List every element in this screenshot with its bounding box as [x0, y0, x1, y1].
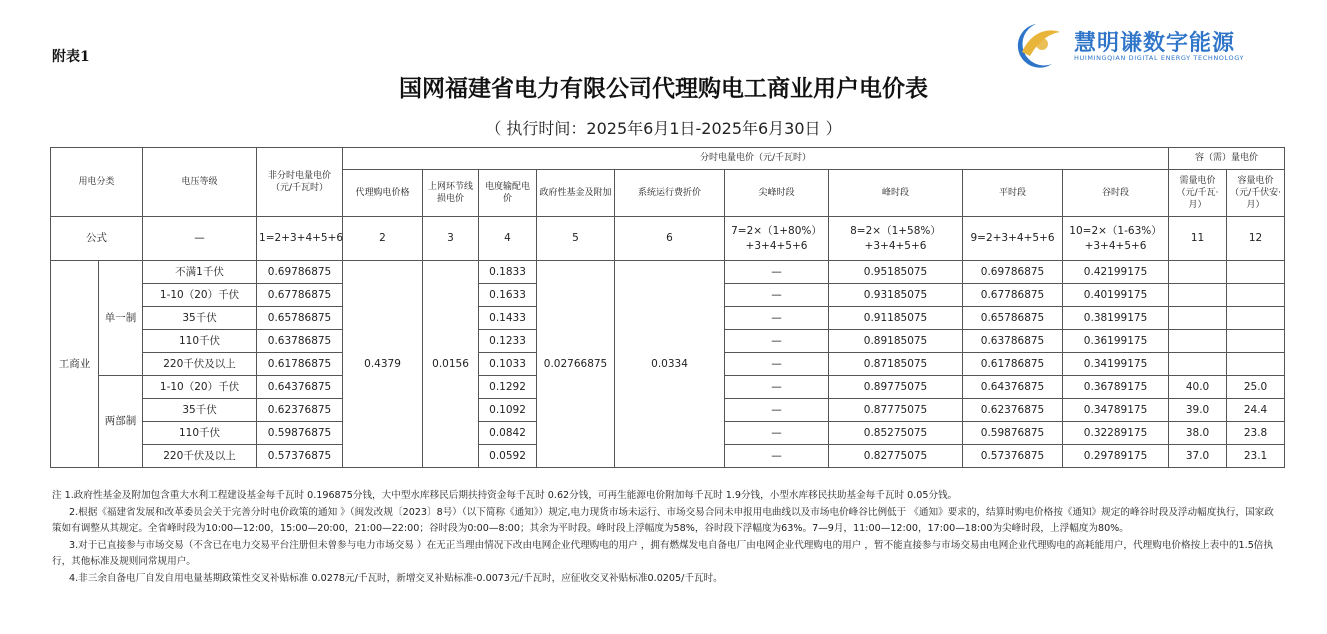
note-4: 4.非三余自备电厂自发自用电量基期政策性交叉补贴标准 0.0278元/千瓦时，新增交叉补贴标准-0.0073元/千瓦时，应征收交叉补贴标准0.0205/千瓦时。	[69, 572, 723, 584]
sharp-peak-cell: —	[725, 284, 829, 307]
header-row-1	[51, 148, 1285, 170]
voltage-cell: 35千伏	[143, 307, 257, 330]
capacity-cell	[1227, 284, 1285, 307]
demand-cell	[1169, 284, 1227, 307]
annex-label: 附表1	[52, 49, 90, 65]
capacity-cell: 23.8	[1227, 422, 1285, 445]
valley-cell: 0.36789175	[1063, 376, 1169, 399]
header-non-tou: 非分时电量电价（元/千瓦时）	[257, 148, 343, 217]
formula-label: 公式	[51, 217, 143, 261]
valley-cell: 0.36199175	[1063, 330, 1169, 353]
logo-name: 慧明谦数字能源	[1074, 31, 1236, 56]
demand-cell: 39.0	[1169, 399, 1227, 422]
valley-cell: 0.32289175	[1063, 422, 1169, 445]
transmission-cell: 0.0842	[479, 422, 537, 445]
two-part-cell: 两部制	[99, 376, 143, 468]
capacity-cell	[1227, 330, 1285, 353]
sharp-peak-cell: —	[725, 376, 829, 399]
peak-cell: 0.87775075	[829, 399, 963, 422]
valley-cell: 0.34789175	[1063, 399, 1169, 422]
header-peak: 峰时段	[829, 170, 963, 217]
non-tou-cell: 0.65786875	[257, 307, 343, 330]
header-capacity-price: 容量电价（元/千伏安·月）	[1227, 170, 1285, 217]
non-tou-cell: 0.57376875	[257, 445, 343, 468]
flat-cell: 0.61786875	[963, 353, 1063, 376]
non-tou-cell: 0.59876875	[257, 422, 343, 445]
page-title: 国网福建省电力有限公司代理购电工商业用户电价表	[399, 75, 928, 102]
formula-valley: 10=2×（1-63%）+3+4+5+6	[1063, 217, 1169, 261]
voltage-cell: 220千伏及以上	[143, 353, 257, 376]
formula-line-loss: 3	[423, 217, 479, 261]
formula-flat: 9=2+3+4+5+6	[963, 217, 1063, 261]
peak-cell: 0.85275075	[829, 422, 963, 445]
peak-cell: 0.89185075	[829, 330, 963, 353]
flat-cell: 0.59876875	[963, 422, 1063, 445]
non-tou-cell: 0.64376875	[257, 376, 343, 399]
header-capacity-group: 容（需）量电价	[1169, 148, 1285, 170]
flat-cell: 0.62376875	[963, 399, 1063, 422]
logo-mark-icon	[1002, 20, 1068, 72]
peak-cell: 0.95185075	[829, 261, 963, 284]
flat-cell: 0.64376875	[963, 376, 1063, 399]
agent-price-cell: 0.4379	[343, 261, 423, 468]
flat-cell: 0.57376875	[963, 445, 1063, 468]
voltage-cell: 1-10（20）千伏	[143, 376, 257, 399]
sharp-peak-cell: —	[725, 353, 829, 376]
formula-agent-price: 2	[343, 217, 423, 261]
capacity-cell: 25.0	[1227, 376, 1285, 399]
header-line-loss: 上网环节线损电价	[423, 170, 479, 217]
valley-cell: 0.40199175	[1063, 284, 1169, 307]
header-system-fee: 系统运行费折价	[615, 170, 725, 217]
transmission-cell: 0.1292	[479, 376, 537, 399]
formula-system-fee: 6	[615, 217, 725, 261]
non-tou-cell: 0.63786875	[257, 330, 343, 353]
sharp-peak-cell: —	[725, 399, 829, 422]
transmission-cell: 0.1833	[479, 261, 537, 284]
header-transmission: 电度输配电价	[479, 170, 537, 217]
capacity-cell	[1227, 307, 1285, 330]
peak-cell: 0.91185075	[829, 307, 963, 330]
table-row	[51, 261, 1285, 284]
non-tou-cell: 0.67786875	[257, 284, 343, 307]
voltage-cell: 不满1千伏	[143, 261, 257, 284]
capacity-cell	[1227, 261, 1285, 284]
single-part-cell: 单一制	[99, 261, 143, 376]
voltage-cell: 110千伏	[143, 330, 257, 353]
demand-cell: 38.0	[1169, 422, 1227, 445]
logo-subtitle: HUIMINGQIAN DIGITAL ENERGY TECHNOLOGY	[1074, 54, 1245, 62]
capacity-cell: 23.1	[1227, 445, 1285, 468]
flat-cell: 0.67786875	[963, 284, 1063, 307]
transmission-cell: 0.1092	[479, 399, 537, 422]
sharp-peak-cell: —	[725, 422, 829, 445]
demand-cell	[1169, 261, 1227, 284]
formula-voltage: —	[143, 217, 257, 261]
footnotes	[52, 488, 1274, 587]
header-sharp-peak: 尖峰时段	[725, 170, 829, 217]
sharp-peak-cell: —	[725, 445, 829, 468]
non-tou-cell: 0.62376875	[257, 399, 343, 422]
transmission-cell: 0.1633	[479, 284, 537, 307]
formula-transmission: 4	[479, 217, 537, 261]
flat-cell: 0.63786875	[963, 330, 1063, 353]
voltage-cell: 220千伏及以上	[143, 445, 257, 468]
valley-cell: 0.42199175	[1063, 261, 1169, 284]
formula-row	[51, 217, 1285, 261]
sharp-peak-cell: —	[725, 307, 829, 330]
price-table	[50, 147, 1285, 468]
header-tou-group: 分时电量电价（元/千瓦时）	[343, 148, 1169, 170]
sharp-peak-cell: —	[725, 330, 829, 353]
peak-cell: 0.93185075	[829, 284, 963, 307]
formula-demand-price: 11	[1169, 217, 1227, 261]
formula-peak: 8=2×（1+58%）+3+4+5+6	[829, 217, 963, 261]
demand-cell	[1169, 307, 1227, 330]
formula-capacity-price: 12	[1227, 217, 1285, 261]
capacity-cell	[1227, 353, 1285, 376]
company-logo	[1002, 20, 1245, 72]
header-flat: 平时段	[963, 170, 1063, 217]
system-fee-cell: 0.0334	[615, 261, 725, 468]
peak-cell: 0.89775075	[829, 376, 963, 399]
transmission-cell: 0.0592	[479, 445, 537, 468]
formula-sharp-peak: 7=2×（1+80%）+3+4+5+6	[725, 217, 829, 261]
header-category: 用电分类	[51, 148, 143, 217]
note-2: 2.根据《福建省发展和改革委员会关于完善分时电价政策的通知 》（闽发改规〔2023〕8号）（以下简称《通知》）规定,电力现货市场未运行、市场交易合同未申报用电曲线以及市场电价峰谷比例低于 《通知》要求的，结算时购电价格按《通知》规定的峰谷时段及浮动幅度执行，国家政策如有调整从其规定。全省峰时段为10:00—12:00，15:00—20:00，21:00—22:00；谷时段为0:00—8:00；其余为平时段。峰时段上浮幅度为58%，谷时段下浮幅度为63%。7—9月，11:00—12:00，17:00—18:00为尖峰时段，上浮幅度为80%。	[52, 506, 1274, 534]
formula-non-tou: 1=2+3+4+5+6	[257, 217, 343, 261]
demand-cell: 37.0	[1169, 445, 1227, 468]
header-valley: 谷时段	[1063, 170, 1169, 217]
capacity-cell: 24.4	[1227, 399, 1285, 422]
header-agent-price: 代理购电价格	[343, 170, 423, 217]
transmission-cell: 0.1233	[479, 330, 537, 353]
valley-cell: 0.38199175	[1063, 307, 1169, 330]
voltage-cell: 110千伏	[143, 422, 257, 445]
effective-period: （ 执行时间：2025年6月1日-2025年6月30日 ）	[485, 119, 842, 138]
transmission-cell: 0.1033	[479, 353, 537, 376]
valley-cell: 0.34199175	[1063, 353, 1169, 376]
header-voltage: 电压等级	[143, 148, 257, 217]
formula-fund: 5	[537, 217, 615, 261]
voltage-cell: 1-10（20）千伏	[143, 284, 257, 307]
transmission-cell: 0.1433	[479, 307, 537, 330]
demand-cell	[1169, 330, 1227, 353]
voltage-cell: 35千伏	[143, 399, 257, 422]
fund-cell: 0.02766875	[537, 261, 615, 468]
peak-cell: 0.82775075	[829, 445, 963, 468]
note-1: 注 1.政府性基金及附加包含重大水利工程建设基金每千瓦时 0.196875分钱，大中型水库移民后期扶持资金每千瓦时 0.62分钱，可再生能源电价附加每千瓦时 1.9分钱，小型水库移民扶助基金每千瓦时 0.05分钱。	[52, 490, 958, 501]
note-3: 3.对于已直接参与市场交易（不含已在电力交易平台注册但未曾参与电力市场交易 ）在无正当理由情况下改由电网企业代理购电的用户 ，拥有燃煤发电自备电厂由电网企业代理购电的用户 ，暂不能直接参与市场交易由电网企业代理购电的高耗能用户，代理购电价格按上表中的1.5倍执行，其他标准及规则同常规用户。	[52, 539, 1273, 567]
demand-cell: 40.0	[1169, 376, 1227, 399]
flat-cell: 0.69786875	[963, 261, 1063, 284]
demand-cell	[1169, 353, 1227, 376]
non-tou-cell: 0.69786875	[257, 261, 343, 284]
header-fund: 政府性基金及附加	[537, 170, 615, 217]
peak-cell: 0.87185075	[829, 353, 963, 376]
flat-cell: 0.65786875	[963, 307, 1063, 330]
category-cell: 工商业	[51, 261, 99, 468]
sharp-peak-cell: —	[725, 261, 829, 284]
header-demand-price: 需量电价（元/千瓦·月）	[1169, 170, 1227, 217]
valley-cell: 0.29789175	[1063, 445, 1169, 468]
non-tou-cell: 0.61786875	[257, 353, 343, 376]
line-loss-cell: 0.0156	[423, 261, 479, 468]
